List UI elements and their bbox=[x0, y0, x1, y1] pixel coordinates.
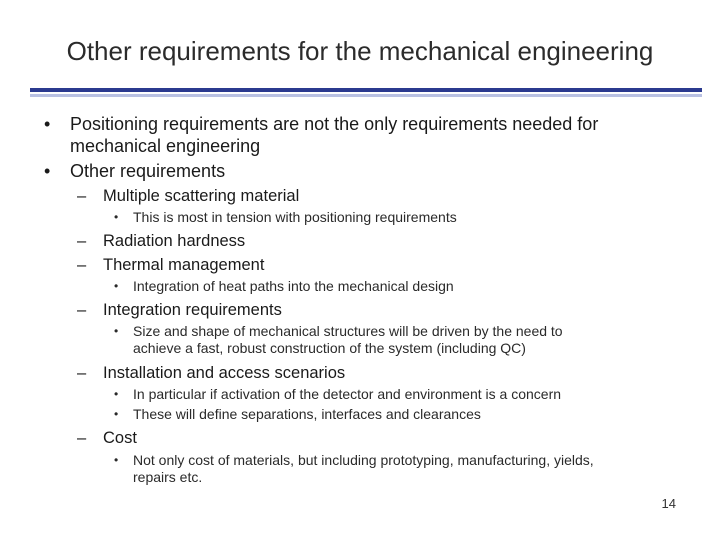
bullet-dot-icon: • bbox=[114, 210, 119, 224]
dash-icon: – bbox=[77, 232, 87, 250]
bullet-dot-icon: • bbox=[114, 453, 119, 467]
bullet-text-cont: mechanical engineering bbox=[70, 136, 261, 156]
bullet-dot-icon: • bbox=[44, 161, 51, 181]
subsub-text: These will define separations, interfaces and clearances bbox=[133, 406, 481, 422]
bullet-dot-icon: • bbox=[114, 324, 119, 338]
sub-text: Radiation hardness bbox=[103, 232, 246, 250]
subsub-text: In particular if activation of the detector and environment is a concern bbox=[133, 386, 562, 402]
subsub-separations bbox=[114, 406, 481, 423]
subsub-text: Not only cost of materials, but including prototyping, manufacturing, yields, bbox=[133, 452, 594, 468]
dash-icon: – bbox=[77, 301, 87, 319]
subsub-text: Size and shape of mechanical structures will be driven by the need to bbox=[133, 323, 563, 339]
sub-cost bbox=[77, 428, 137, 448]
sub-text: Integration requirements bbox=[103, 301, 282, 319]
sub-integration-requirements bbox=[77, 300, 282, 320]
dash-icon: – bbox=[77, 364, 87, 382]
dash-icon: – bbox=[77, 187, 87, 205]
dash-icon: – bbox=[77, 256, 87, 274]
sub-radiation-hardness bbox=[77, 231, 246, 251]
sub-text: Multiple scattering material bbox=[103, 187, 300, 205]
dash-icon: – bbox=[77, 429, 87, 447]
sub-text: Installation and access scenarios bbox=[103, 364, 346, 382]
bullet-dot-icon: • bbox=[114, 387, 119, 401]
bullet-dot-icon: • bbox=[114, 279, 119, 293]
subsub-text: This is most in tension with positioning requirements bbox=[133, 209, 457, 225]
subsub-text-cont: achieve a fast, robust construction of the system (including QC) bbox=[133, 340, 526, 356]
subsub-text-cont: repairs etc. bbox=[133, 469, 203, 485]
sub-text: Thermal management bbox=[103, 256, 265, 274]
bullet-text: Other requirements bbox=[70, 161, 226, 181]
subsub-activation bbox=[114, 386, 562, 403]
slide-title: Other requirements for the mechanical engineering bbox=[66, 36, 654, 66]
bullet-positioning bbox=[44, 113, 599, 157]
sub-thermal-management bbox=[77, 255, 265, 275]
subsub-tension bbox=[114, 209, 457, 226]
subsub-heat-paths bbox=[114, 278, 454, 295]
subsub-cost-detail bbox=[114, 452, 594, 486]
sub-text: Cost bbox=[103, 429, 137, 447]
bullet-dot-icon: • bbox=[44, 114, 51, 134]
bullet-other-requirements bbox=[44, 160, 226, 182]
sub-installation-access bbox=[77, 363, 346, 383]
page-number: 14 bbox=[661, 496, 676, 511]
bullet-text: Positioning requirements are not the only requirements needed for bbox=[70, 114, 599, 134]
sub-multiple-scattering bbox=[77, 186, 300, 206]
subsub-text: Integration of heat paths into the mechanical design bbox=[133, 278, 454, 294]
bullet-dot-icon: • bbox=[114, 407, 119, 421]
subsub-size-shape bbox=[114, 323, 563, 357]
